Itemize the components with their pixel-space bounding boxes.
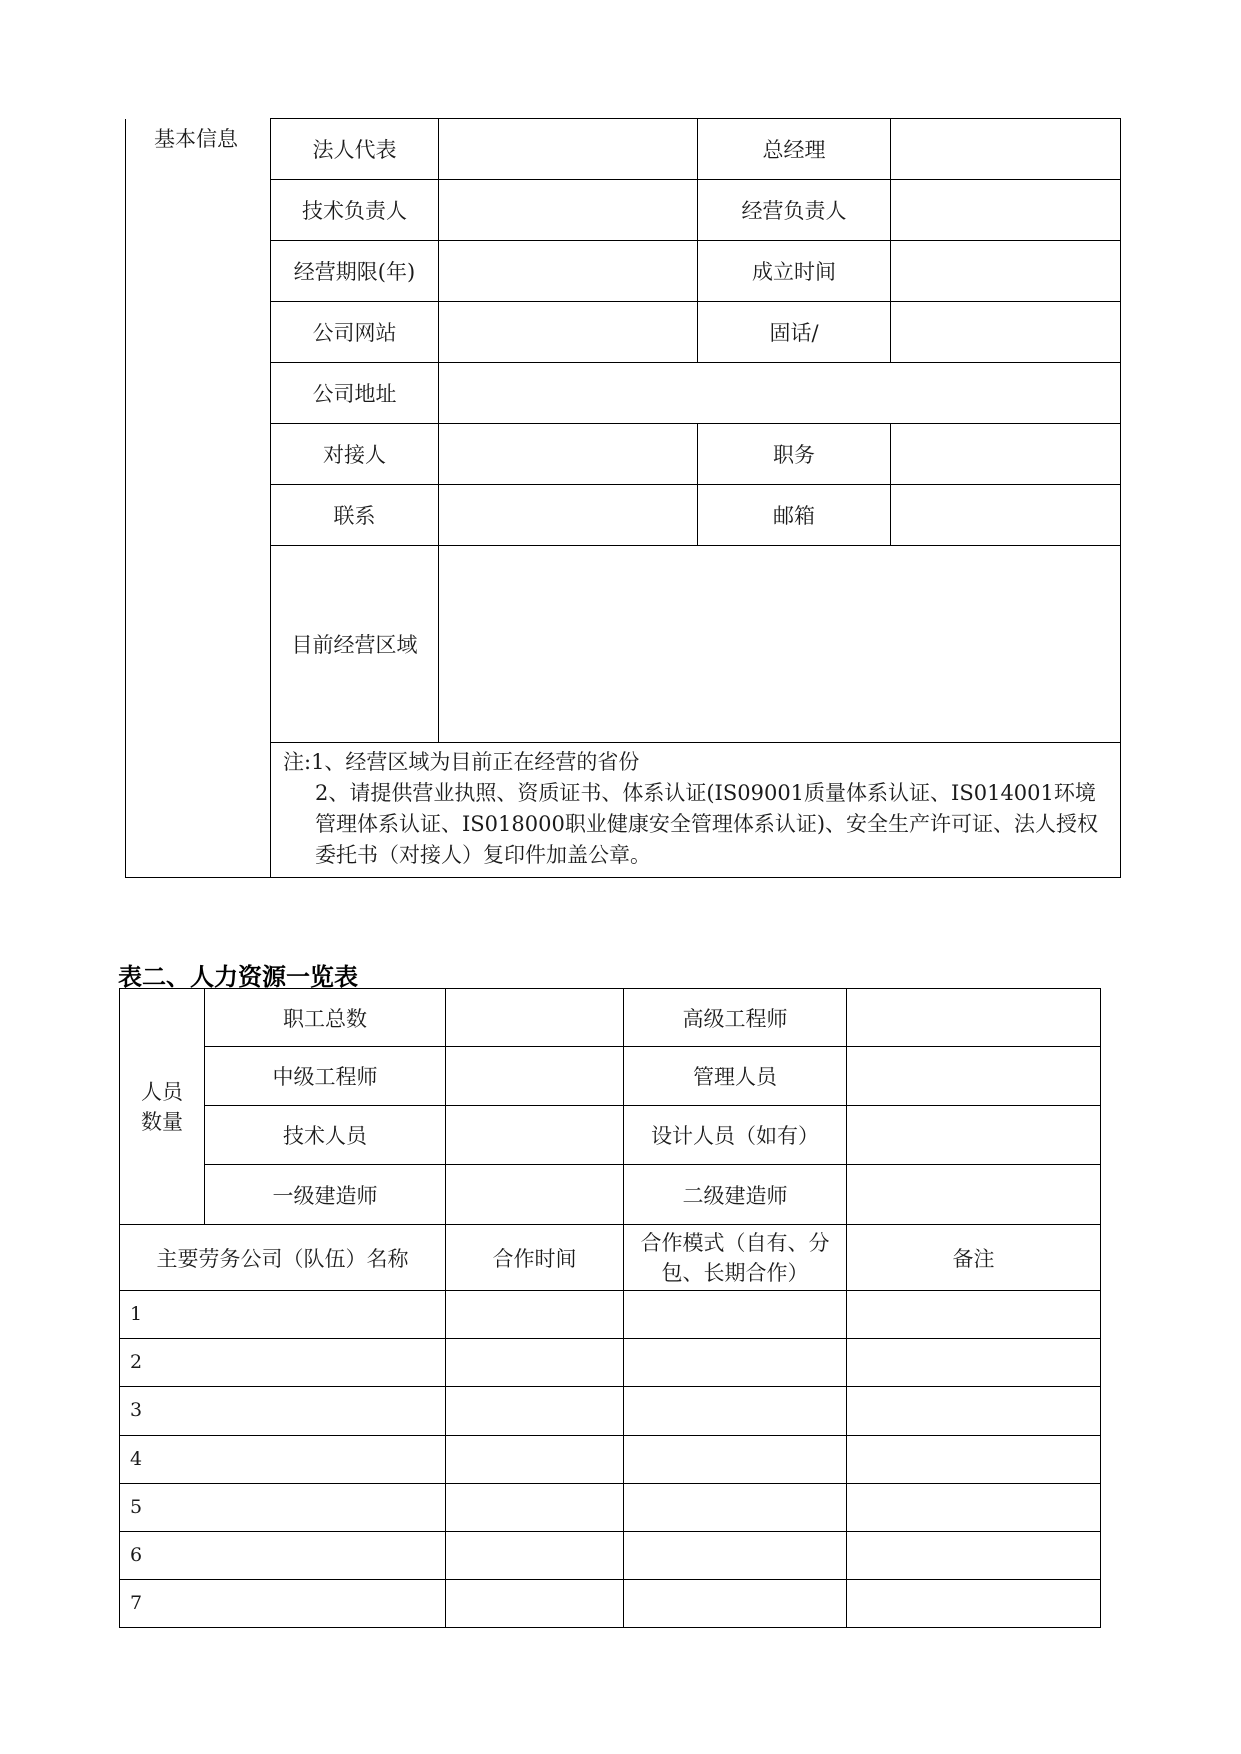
label-first-class-constructor: 一级建造师 bbox=[205, 1165, 446, 1225]
row-number[interactable]: 7 bbox=[120, 1580, 446, 1628]
label-technical-staff: 技术人员 bbox=[205, 1106, 446, 1165]
row-cooperation-time[interactable] bbox=[446, 1339, 624, 1387]
human-resources-table bbox=[119, 988, 1101, 1628]
label-technical-lead: 技术负责人 bbox=[271, 180, 439, 241]
label-design-staff: 设计人员（如有） bbox=[624, 1106, 847, 1165]
label-business-lead: 经营负责人 bbox=[698, 180, 891, 241]
field-business-lead[interactable] bbox=[891, 180, 1121, 241]
row-number[interactable]: 6 bbox=[120, 1532, 446, 1580]
note-block bbox=[271, 743, 1121, 878]
field-technical-staff[interactable] bbox=[446, 1106, 624, 1165]
field-business-region[interactable] bbox=[439, 546, 1121, 743]
field-email[interactable] bbox=[891, 485, 1121, 546]
table-row bbox=[120, 1532, 1101, 1580]
label-second-class-constructor: 二级建造师 bbox=[624, 1165, 847, 1225]
field-position[interactable] bbox=[891, 424, 1121, 485]
field-management-staff[interactable] bbox=[847, 1047, 1101, 1106]
label-general-manager: 总经理 bbox=[698, 119, 891, 180]
label-email: 邮箱 bbox=[698, 485, 891, 546]
row-number[interactable]: 5 bbox=[120, 1484, 446, 1532]
row-cooperation-time[interactable] bbox=[446, 1580, 624, 1628]
row-remarks[interactable] bbox=[847, 1387, 1101, 1436]
field-intermediate-engineer[interactable] bbox=[446, 1047, 624, 1106]
label-company-address: 公司地址 bbox=[271, 363, 439, 424]
label-established-date: 成立时间 bbox=[698, 241, 891, 302]
row-number[interactable]: 1 bbox=[120, 1291, 446, 1339]
table-row bbox=[120, 1484, 1101, 1532]
label-company-website: 公司网站 bbox=[271, 302, 439, 363]
field-legal-representative[interactable] bbox=[439, 119, 698, 180]
row-cooperation-mode[interactable] bbox=[624, 1387, 847, 1436]
field-contact-person[interactable] bbox=[439, 424, 698, 485]
row-cooperation-time[interactable] bbox=[446, 1532, 624, 1580]
label-intermediate-engineer: 中级工程师 bbox=[205, 1047, 446, 1106]
label-contact: 联系 bbox=[271, 485, 439, 546]
label-management-staff: 管理人员 bbox=[624, 1047, 847, 1106]
label-landline: 固话/ bbox=[698, 302, 891, 363]
header-remarks: 备注 bbox=[847, 1225, 1101, 1291]
field-first-class-constructor[interactable] bbox=[446, 1165, 624, 1225]
row-remarks[interactable] bbox=[847, 1436, 1101, 1484]
row-number[interactable]: 4 bbox=[120, 1436, 446, 1484]
field-total-staff[interactable] bbox=[446, 989, 624, 1047]
field-general-manager[interactable] bbox=[891, 119, 1121, 180]
basic-info-table bbox=[125, 118, 1121, 878]
field-company-website[interactable] bbox=[439, 302, 698, 363]
field-technical-lead[interactable] bbox=[439, 180, 698, 241]
label-position: 职务 bbox=[698, 424, 891, 485]
label-senior-engineer: 高级工程师 bbox=[624, 989, 847, 1047]
field-established-date[interactable] bbox=[891, 241, 1121, 302]
label-operating-period: 经营期限(年) bbox=[271, 241, 439, 302]
row-cooperation-time[interactable] bbox=[446, 1387, 624, 1436]
table2-heading: 表二、人力资源一览表 bbox=[118, 963, 358, 991]
label-contact-person: 对接人 bbox=[271, 424, 439, 485]
row-remarks[interactable] bbox=[847, 1580, 1101, 1628]
row-remarks[interactable] bbox=[847, 1484, 1101, 1532]
row-cooperation-mode[interactable] bbox=[624, 1532, 847, 1580]
label-business-region: 目前经营区域 bbox=[271, 546, 439, 743]
note-line-2: 2、请提供营业执照、资质证书、体系认证(IS09001质量体系认证、IS014001环境管理体系认证、IS018000职业健康安全管理体系认证)、安全生产许可证、法人授权委托书（对接人）复印件加盖公章。 bbox=[315, 781, 1099, 867]
table-row bbox=[120, 1291, 1101, 1339]
row-remarks[interactable] bbox=[847, 1339, 1101, 1387]
section-label-basic-info: 基本信息 bbox=[126, 119, 271, 878]
field-landline[interactable] bbox=[891, 302, 1121, 363]
row-cooperation-mode[interactable] bbox=[624, 1436, 847, 1484]
section-label-staff-count: 人员 数量 bbox=[120, 989, 205, 1225]
header-labor-company-name: 主要劳务公司（队伍）名称 bbox=[120, 1225, 446, 1291]
field-company-address[interactable] bbox=[439, 363, 1121, 424]
row-cooperation-mode[interactable] bbox=[624, 1580, 847, 1628]
row-number[interactable]: 3 bbox=[120, 1387, 446, 1436]
label-total-staff: 职工总数 bbox=[205, 989, 446, 1047]
label-legal-representative: 法人代表 bbox=[271, 119, 439, 180]
field-second-class-constructor[interactable] bbox=[847, 1165, 1101, 1225]
field-senior-engineer[interactable] bbox=[847, 989, 1101, 1047]
field-design-staff[interactable] bbox=[847, 1106, 1101, 1165]
row-cooperation-time[interactable] bbox=[446, 1436, 624, 1484]
table-row bbox=[120, 1387, 1101, 1436]
table-row bbox=[120, 1436, 1101, 1484]
row-cooperation-mode[interactable] bbox=[624, 1339, 847, 1387]
table-row bbox=[120, 1339, 1101, 1387]
row-cooperation-time[interactable] bbox=[446, 1291, 624, 1339]
field-operating-period[interactable] bbox=[439, 241, 698, 302]
row-cooperation-mode[interactable] bbox=[624, 1484, 847, 1532]
row-number[interactable]: 2 bbox=[120, 1339, 446, 1387]
header-cooperation-mode: 合作模式（自有、分 包、长期合作） bbox=[624, 1225, 847, 1291]
header-cooperation-time: 合作时间 bbox=[446, 1225, 624, 1291]
note-line-1: 注:1、经营区域为目前正在经营的省份 bbox=[283, 750, 640, 774]
row-cooperation-mode[interactable] bbox=[624, 1291, 847, 1339]
row-cooperation-time[interactable] bbox=[446, 1484, 624, 1532]
table-row bbox=[120, 1580, 1101, 1628]
row-remarks[interactable] bbox=[847, 1291, 1101, 1339]
row-remarks[interactable] bbox=[847, 1532, 1101, 1580]
field-contact[interactable] bbox=[439, 485, 698, 546]
